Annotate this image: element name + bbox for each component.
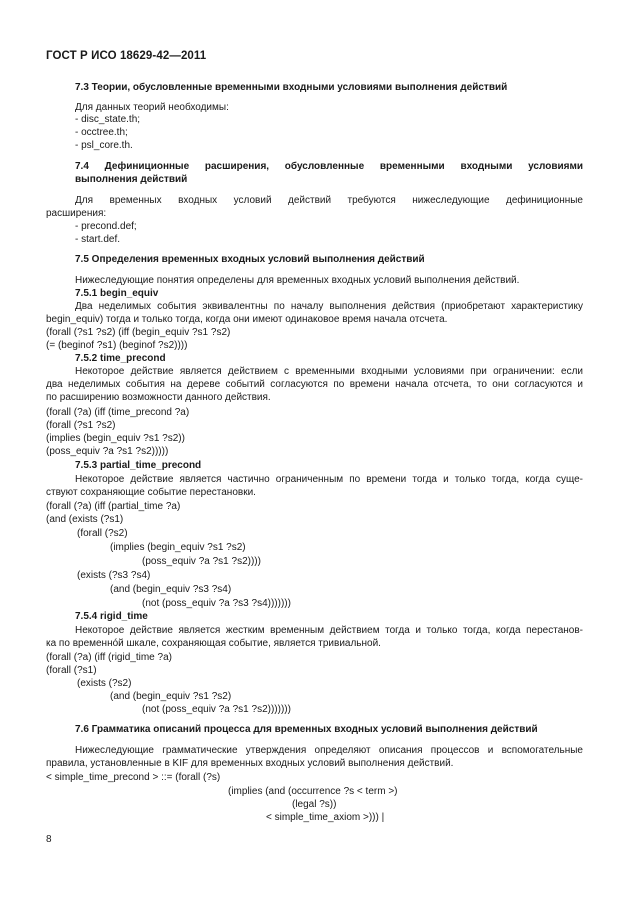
- standard-header: ГОСТ Р ИСО 18629-42—2011: [46, 50, 207, 62]
- subsection-7-5-3-text: Некоторое действие является частично ограниченным по времени тогда и только тогда, когда суще-: [75, 474, 583, 485]
- section-7-5-heading: 7.5 Определения временных входных условий выполнения действий: [75, 254, 425, 265]
- code-line: (not (poss_equiv ?a ?s3 ?s4))))))): [142, 598, 291, 609]
- subsection-7-5-4-text-cont: ка по временнóй шкале, сохраняющая событие, является тривиальной.: [46, 638, 381, 649]
- list-item: - precond.def;: [75, 221, 137, 232]
- page-number: 8: [46, 834, 52, 845]
- section-7-3-intro: Для данных теорий необходимы:: [75, 102, 229, 113]
- code-line: (and (begin_equiv ?s1 ?s2): [110, 691, 232, 702]
- code-line: (exists (?s2): [77, 678, 132, 689]
- code-line: (legal ?s)): [292, 799, 337, 810]
- list-item: - start.def.: [75, 234, 121, 245]
- subsection-7-5-1-text-cont: begin_equiv) тогда и только тогда, когда они имеют одинаковое время начала отсчета.: [46, 314, 448, 325]
- subsection-7-5-3-text-cont: ствуют сохраняющие событие перестановки.: [46, 487, 256, 498]
- section-7-4-text-cont: расширения:: [46, 208, 107, 219]
- code-line: (not (poss_equiv ?a ?s1 ?s2))))))): [142, 704, 291, 715]
- section-7-4-heading-cont: выполнения действий: [75, 174, 188, 185]
- subsection-7-5-1-text: Два неделимых события эквивалентны по началу выполнения действия (приобретают характеристику: [75, 301, 583, 312]
- code-line: (forall (?s2): [77, 528, 128, 539]
- code-line: (forall (?s1): [46, 665, 97, 676]
- code-line: (implies (begin_equiv ?s1 ?s2): [110, 542, 246, 553]
- subsection-7-5-2-text: Некоторое действие является действием с временными входными условиями при ограничении: если: [75, 366, 583, 377]
- code-line: (and (exists (?s1): [46, 514, 124, 525]
- section-7-6-text-cont: правила, установленные в KIF для временных входных условий выполнения действий.: [46, 758, 454, 769]
- subsection-7-5-2-text-cont: два неделимых события на дереве событий согласуются по времени начала отсчета, то они согласуются и: [46, 379, 583, 390]
- subsection-7-5-3-heading: 7.5.3 partial_time_precond: [75, 460, 202, 471]
- code-line: (implies (and (occurrence ?s < term >): [228, 786, 398, 797]
- code-line: (forall (?s1 ?s2) (iff (begin_equiv ?s1 ?s2): [46, 327, 231, 338]
- list-item: - occtree.th;: [75, 127, 128, 138]
- code-line: (poss_equiv ?a ?s1 ?s2)))): [142, 556, 261, 567]
- list-item: - psl_core.th.: [75, 140, 133, 151]
- subsection-7-5-2-heading: 7.5.2 time_precond: [75, 353, 166, 364]
- subsection-7-5-1-heading: 7.5.1 begin_equiv: [75, 288, 159, 299]
- code-line: < simple_time_axiom >))) |: [266, 812, 385, 823]
- section-7-4-heading: 7.4 Дефиниционные расширения, обусловленные временными входными условиями: [75, 161, 583, 172]
- subsection-7-5-4-heading: 7.5.4 rigid_time: [75, 611, 148, 622]
- section-7-6-heading: 7.6 Грамматика описаний процесса для временных входных условий выполнения действий: [75, 724, 538, 735]
- code-line: (exists (?s3 ?s4): [77, 570, 151, 581]
- code-line: (poss_equiv ?a ?s1 ?s2))))): [46, 446, 169, 457]
- section-7-5-intro: Нижеследующие понятия определены для временных входных условий выполнения действий.: [75, 275, 520, 286]
- code-line: (forall (?s1 ?s2): [46, 420, 116, 431]
- subsection-7-5-4-text: Некоторое действие является жестким временным действием тогда и только тогда, когда перестанов-: [75, 625, 583, 636]
- code-line: (forall (?a) (iff (rigid_time ?a): [46, 652, 172, 663]
- code-line: (and (begin_equiv ?s3 ?s4): [110, 584, 232, 595]
- code-line: (implies (begin_equiv ?s1 ?s2)): [46, 433, 185, 444]
- section-7-3-heading: 7.3 Теории, обусловленные временными входными условиями выполнения действий: [75, 82, 508, 93]
- section-7-6-text: Нижеследующие грамматические утверждения определяют описания процессов и вспомогательные: [75, 745, 583, 756]
- code-line: (forall (?a) (iff (partial_time ?a): [46, 501, 181, 512]
- code-line: (= (beginof ?s1) (beginof ?s2)))): [46, 340, 188, 351]
- code-line: < simple_time_precond > ::= (forall (?s): [46, 772, 221, 783]
- subsection-7-5-2-text-cont: по расширению возможности данного действия.: [46, 392, 271, 403]
- list-item: - disc_state.th;: [75, 114, 141, 125]
- code-line: (forall (?a) (iff (time_precond ?a): [46, 407, 190, 418]
- section-7-4-text: Для временных входных условий действий требуются нижеследующие дефиниционные: [75, 195, 583, 206]
